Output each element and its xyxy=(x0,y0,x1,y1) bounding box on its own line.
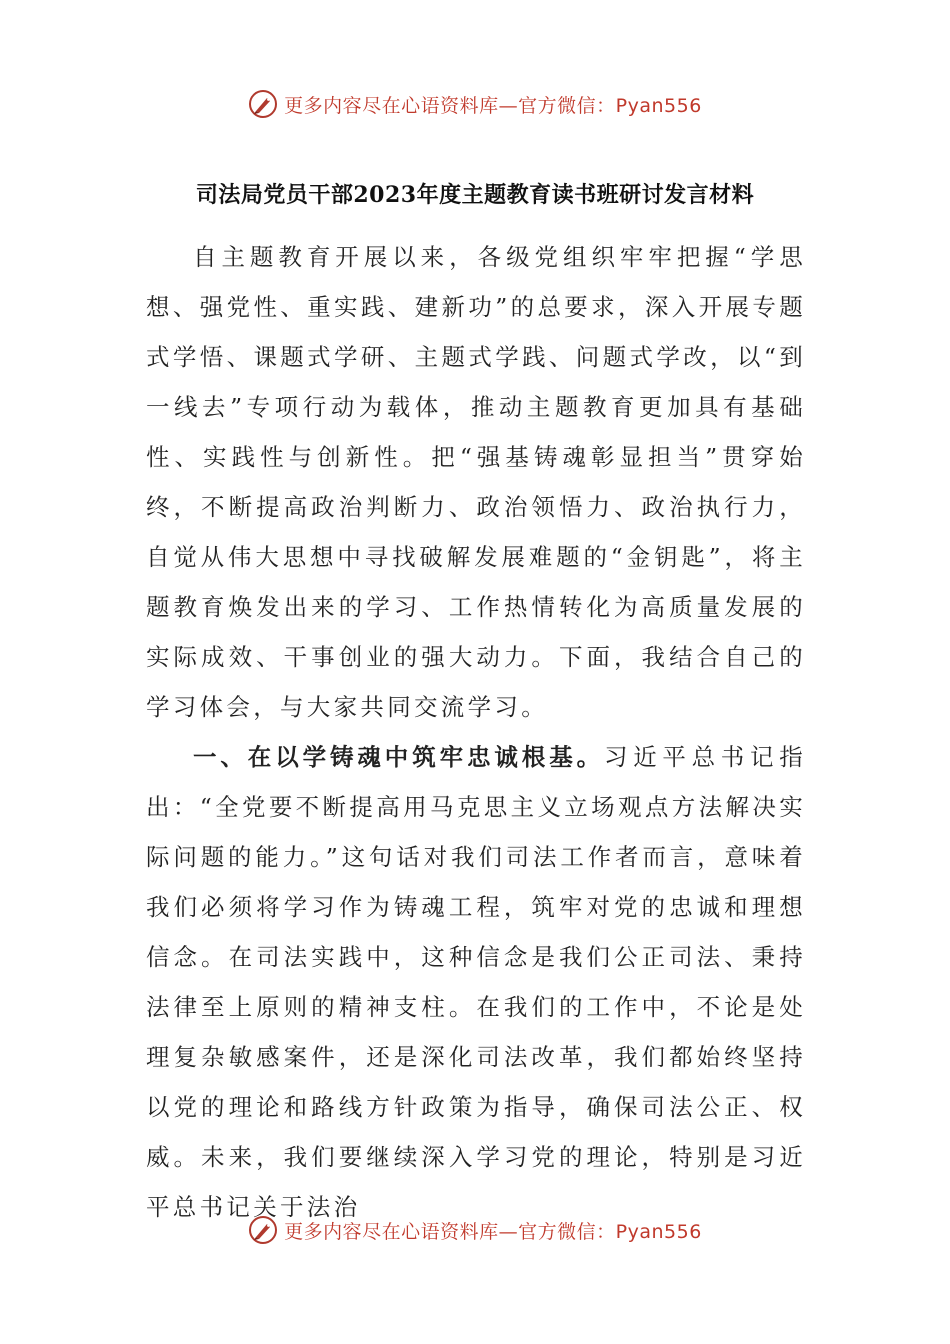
paragraph-intro xyxy=(146,232,806,732)
watermark-account: Pyan556 xyxy=(615,94,702,117)
watermark-text: 更多内容尽在心语资料库—官方微信：Pyan556 xyxy=(284,94,702,117)
watermark-banner-bottom xyxy=(0,1210,950,1250)
section-heading: 一、在以学铸魂中筑牢忠诚根基。 xyxy=(193,743,604,771)
document-body xyxy=(146,232,806,1232)
pen-nib-icon xyxy=(248,89,278,119)
watermark-account: Pyan556 xyxy=(615,1220,702,1243)
document-title: 司法局党员干部2023年度主题教育读书班研讨发言材料 xyxy=(195,182,755,208)
watermark-banner-top xyxy=(0,84,950,124)
watermark-text: 更多内容尽在心语资料库—官方微信：Pyan556 xyxy=(284,1220,702,1243)
paragraph-text: 习近平总书记指出：“全党要不断提高用马克思主义立场观点方法解决实际问题的能力。”这句话对我们司法工作者而言，意味着我们必须将学习作为铸魂工程，筑牢对党的忠诚和理想信念。在司法实践中，这种信念是我们公正司法、秉持法律至上原则的精神支柱。在我们的工作中，不论是处理复杂敏感案件，还是深化司法改革，我们都始终坚持以党的理论和路线方针政策为指导，确保司法公正、权威。未来，我们要继续深入学习党的理论，特别是习近平总书记关于法治 xyxy=(146,743,806,1221)
paragraph-section-1 xyxy=(146,732,806,1232)
paragraph-text: 自主题教育开展以来，各级党组织牢牢把握“学思想、强党性、重实践、建新功”的总要求，深入开展专题式学悟、课题式学研、主题式学践、问题式学改，以“到一线去”专项行动为载体，推动主题教育更加具有基础性、实践性与创新性。把“强基铸魂彰显担当”贯穿始终，不断提高政治判断力、政治领悟力、政治执行力，自觉从伟大思想中寻找破解发展难题的“金钥匙”，将主题教育焕发出来的学习、工作热情转化为高质量发展的实际成效、干事创业的强大动力。下面，我结合自己的学习体会，与大家共同交流学习。 xyxy=(146,243,806,721)
pen-nib-icon xyxy=(248,1215,278,1245)
